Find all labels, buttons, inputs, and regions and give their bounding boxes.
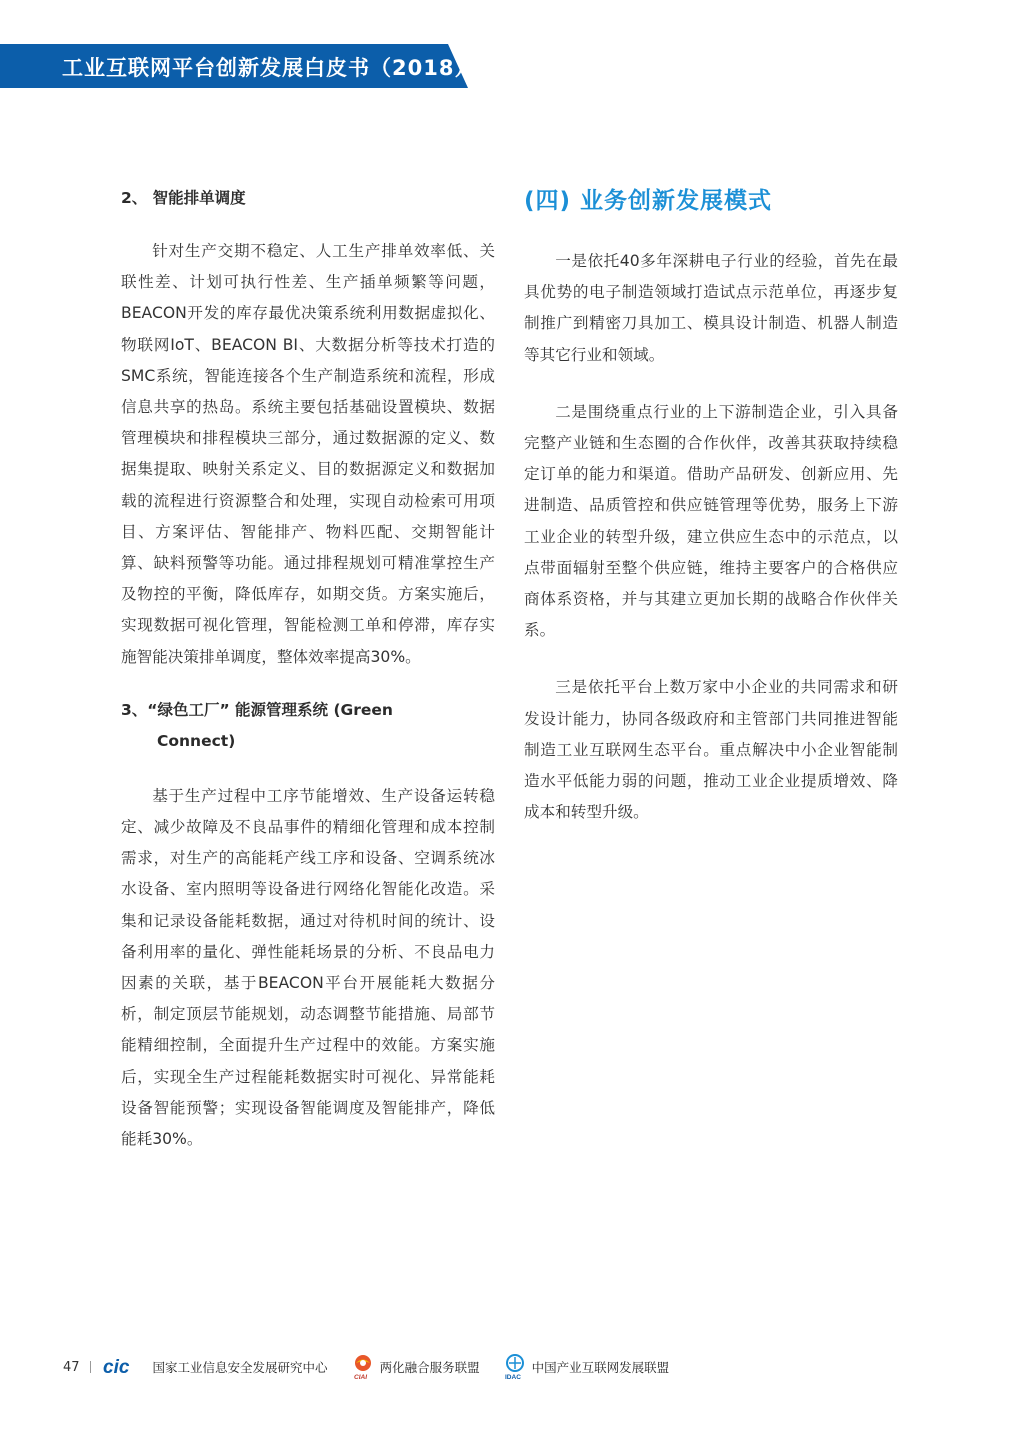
footer-divider bbox=[90, 1361, 91, 1373]
paragraph-mode-1: 一是依托40多年深耕电子行业的经验，首先在最具优势的电子制造领域打造试点示范单位，再逐步复制推广到精密刀具加工、模具设计制造、机器人制造等其它行业和领域。 bbox=[524, 252, 898, 364]
cic-logo bbox=[103, 1358, 145, 1376]
paragraph-scheduling: 针对生产交期不稳定、人工生产排单效率低、关联性差、计划可执行性差、生产插单频繁等问题，BEACON开发的库存最优决策系统利用数据虚拟化、物联网IoT、BEACON BI、大数据分析等技术打造的SMC系统，智能连接各个生产制造系统和流程，形成信息共享的热岛。系统主要包括基础设置模块、数据管理模块和排程模块三部分，通过数据源的定义、数据集提取、映射关系定义、目的数据源定义和数据加载的流程进行资源整合和处理，实现自动检索可用项目、方案评估、智能排产、物料匹配、交期智能计算、缺料预警等功能。通过排程规划可精准掌控生产及物控的平衡，降低库存，如期交货。方案实施后，实现数据可视化管理，智能检测工单和停滞，库存实施智能决策排单调度，整体效率提高30%。 bbox=[121, 242, 495, 666]
idac-logo-text: IDAC bbox=[504, 1374, 521, 1380]
org-name-1: 国家工业信息安全发展研究中心 bbox=[152, 1360, 328, 1375]
right-column bbox=[524, 183, 898, 828]
idac-logo bbox=[504, 1354, 526, 1380]
subheading-green-factory-line1: 3、“绿色工厂” 能源管理系统 (Green bbox=[121, 700, 393, 719]
ciai-logo-text: CIAI bbox=[353, 1374, 367, 1380]
left-column bbox=[121, 183, 495, 1155]
cic-logo-text: cic bbox=[102, 1358, 129, 1376]
paragraph-energy-management: 基于生产过程中工序节能增效、生产设备运转稳定、减少故障及不良品事件的精细化管理和成本控制需求，对生产的高能耗产线工序和设备、空调系统冰水设备、室内照明等设备进行网络化智能化改造。采集和记录设备能耗数据，通过对待机时间的统计、设备利用率的量化、弹性能耗场景的分析、不良品电力因素的关联，基于BEACON平台开展能耗大数据分析，制定顶层节能规划，动态调整节能措施、局部节能精细控制，全面提升生产过程中的效能。方案实施后，实现全生产过程能耗数据实时可视化、异常能耗设备智能预警；实现设备智能调度及智能排产，降低能耗30%。 bbox=[121, 786, 495, 1149]
paragraph-mode-3: 三是依托平台上数万家中小企业的共同需求和研发设计能力，协同各级政府和主管部门共同推进智能制造工业互联网生态平台。重点解决中小企业智能制造水平低能力弱的问题，推动工业企业提质增效、降成本和转型升级。 bbox=[524, 678, 898, 822]
section-title: (四) 业务创新发展模式 bbox=[524, 188, 773, 214]
subheading-scheduling: 2、 智能排单调度 bbox=[121, 189, 246, 207]
org-name-3: 中国产业互联网发展联盟 bbox=[531, 1360, 670, 1375]
document-title: 工业互联网平台创新发展白皮书（2018） bbox=[62, 56, 477, 80]
paragraph-mode-2: 二是围绕重点行业的上下游制造企业，引入具备完整产业链和生态圈的合作伙伴，改善其获取持续稳定订单的能力和渠道。借助产品研发、创新应用、先进制造、品质管控和供应链管理等优势，服务上下游工业企业的转型升级，建立供应生态中的示范点，以点带面辐射至整个供应链，维持主要客户的合格供应商体系资格，并与其建立更加长期的战略合作伙伴关系。 bbox=[524, 402, 898, 640]
subheading-green-factory-line2: Connect) bbox=[157, 731, 236, 750]
footer bbox=[63, 1352, 693, 1382]
page-number: 47 bbox=[63, 1359, 80, 1375]
subheading-green-factory bbox=[121, 695, 495, 757]
org-name-2: 两化融合服务联盟 bbox=[379, 1360, 480, 1375]
ciai-logo bbox=[352, 1354, 374, 1380]
